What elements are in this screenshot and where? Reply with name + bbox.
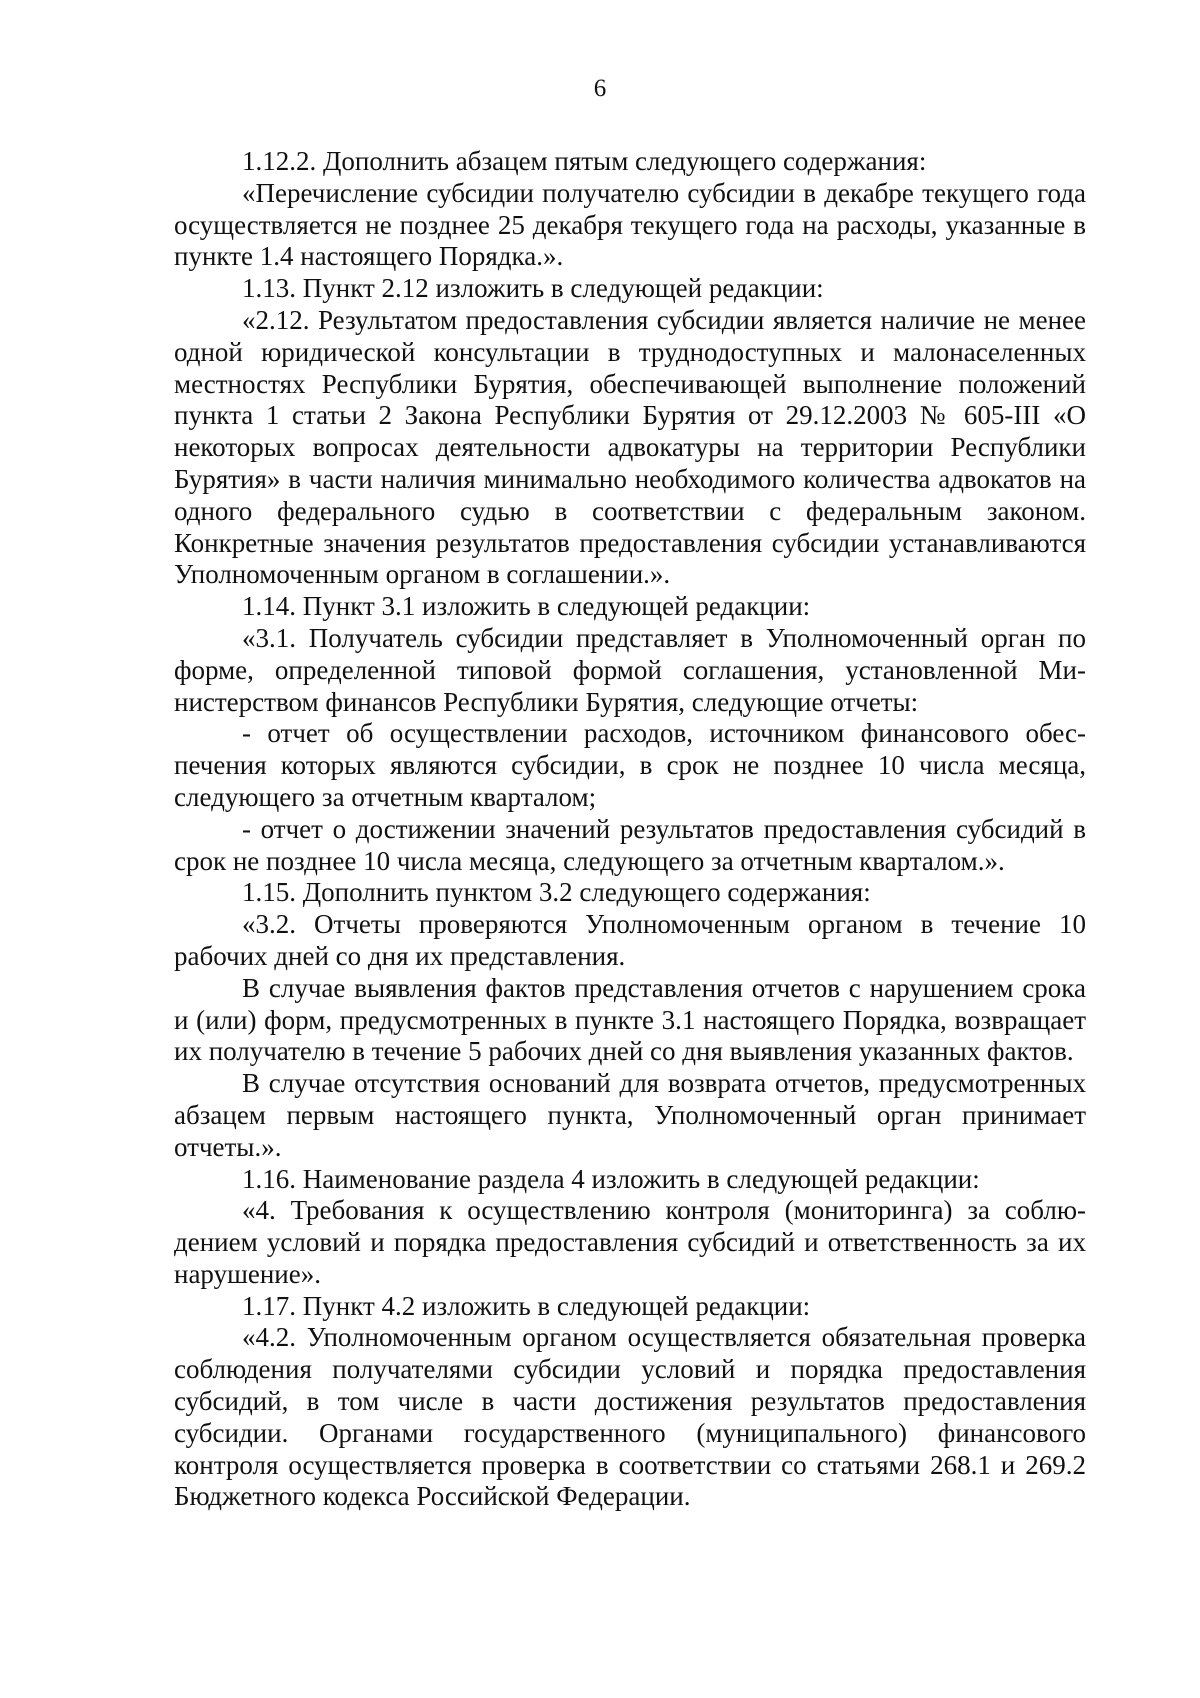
- paragraph-3-1-text: «3.1. Получатель субсидии представляет в Уполномоченный орган по форме, определенной типовой формой соглашения, установленной Министерством финансов Республики Бурятия, следующие отчеты:: [174, 622, 1086, 717]
- paragraph-1-16-heading: 1.16. Наименование раздела 4 изложить в следующей редакции:: [242, 1163, 980, 1194]
- paragraph-section-4-title: «4. Требования к осуществлению контроля (мониторинга) за соблюдением условий и порядка предоставления субсидий и ответственность за их нарушение».: [174, 1195, 1086, 1289]
- paragraph-1-17-heading: 1.17. Пункт 4.2 изложить в следующей редакции:: [242, 1290, 811, 1321]
- paragraph-1-13-heading: 1.13. Пункт 2.12 изложить в следующей редакции:: [242, 273, 824, 304]
- document-body: [174, 146, 1086, 1513]
- paragraph-2-12-text: «2.12. Результатом предоставления субсидии является наличие не менее одной юридической консультации в труднодоступных и малонаселенных местностях Республики Бурятия, обеспечивающей выполнение положений пункта 1 статьи 2 Закона Республики Бурятия от 29.12.2003 № 605-III «О некоторых вопросах деятельности адвокатуры на территории Республики Бурятия» в части наличия минимально необходимого количества адвокатов на одного федерального судью в соответствии с федеральным законом. Конкретные значения результатов предоставления субсидии устанавливаются Уполномоченным органом в соглашении.».: [174, 304, 1086, 590]
- list-item-expenses-report: - отчет об осуществлении расходов, источником финансового обеспечения которых являются субсидии, в срок не позднее 10 числа месяца, следующего за отчетным кварталом;: [174, 718, 1086, 812]
- paragraph-violation-return: В случае выявления фактов представления отчетов с нарушением срока и (или) форм, предусмотренных в пункте 3.1 настоящего Порядка, возвращает их получателю в течение 5 рабочих дней со дня выявления указанных фактов.: [174, 972, 1086, 1067]
- list-item-results-report: - отчет о достижении значений результатов предоставления субсидий в срок не позднее 10 числа месяца, следующего за отчетным кварталом.».: [174, 813, 1086, 876]
- paragraph-1-12-2-text: «Перечисление субсидии получателю субсидии в декабре текущего года осуществляется не позднее 25 декабря текущего года на расходы, указанные в пункте 1.4 настоящего Порядка.».: [174, 177, 1086, 272]
- paragraph-1-14-heading: 1.14. Пункт 3.1 изложить в следующей редакции:: [242, 591, 811, 622]
- paragraph-reports-acceptance: В случае отсутствия оснований для возврата отчетов, предусмотренных абзацем первым настоящего пункта, Уполномоченный орган принимает отчеты.».: [174, 1068, 1086, 1162]
- paragraph-3-2-text: «3.2. Отчеты проверяются Уполномоченным органом в течение 10 рабочих дней со дня их представления.: [174, 909, 1086, 971]
- paragraph-4-2-text: «4.2. Уполномоченным органом осуществляется обязательная проверка соблюдения получателями субсидии условий и порядка предоставления субсидий, в том числе в части достижения результатов предоставления субсидии. Органами государственного (муниципального) финансового контроля осуществляется проверка в соответствии со статьями 268.1 и 269.2 Бюджетного кодекса Российской Федерации.: [174, 1322, 1086, 1512]
- paragraph-1-15-heading: 1.15. Дополнить пунктом 3.2 следующего содержания:: [242, 877, 871, 908]
- paragraph-1-12-2-heading: 1.12.2. Дополнить абзацем пятым следующего содержания:: [242, 146, 927, 176]
- page-number: 6: [593, 75, 607, 102]
